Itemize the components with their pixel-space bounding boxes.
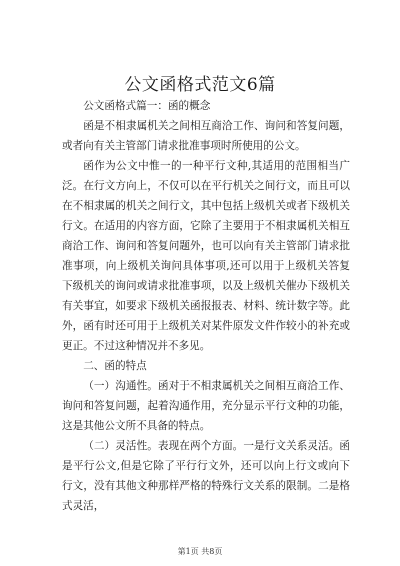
document-title: 公文函格式范文6篇 bbox=[124, 75, 276, 95]
section-heading: 公文函格式篇一：函的概念 bbox=[83, 100, 211, 112]
document-body bbox=[62, 96, 350, 516]
page-number-footer: 第1页 共8页 bbox=[177, 547, 223, 556]
paragraph: 函作为公文中惟一的一种平行文种,其适用的范围相当广泛。在行文方向上，不仅可以在平行机关之间行文，而且可以在不相隶属的机关之间行文，其中包括上级机关或者下级机关行文。在适用的内容方面，它除了主要用于不相隶属机关相互商洽工作、询问和答复问题外，也可以向有关主管部门请求批准事项，向上级机关询问具体事项,还可以用于上级机关答复下级机关的询问或请求批准事项，以及上级机关催办下级机关有关事宜，如要求下级机关函报报表、材料、统计数字等。此外，函有时还可用于上级机关对某件原发文件作较小的补充或更正。不过这种情况并不多见。 bbox=[62, 160, 350, 352]
section-heading: 二、函的特点 bbox=[83, 360, 147, 372]
paragraph: 函是不相隶属机关之间相互商洽工作、询问和答复问题，或者向有关主管部门请求批准事项时所使用的公文。 bbox=[62, 120, 350, 152]
paragraph: （一）沟通性。函对于不相隶属机关之间相互商洽工作、询问和答复问题，起着沟通作用，充分显示平行文种的功能，这是其他公文所不具备的特点。 bbox=[62, 380, 350, 432]
paragraph: （二）灵活性。表现在两个方面。一是行文关系灵活。函是平行公文,但是它除了平行行文外，还可以向上行文或向下行文，没有其他文种那样严格的特殊行文关系的限制。二是格式灵活， bbox=[62, 440, 350, 512]
